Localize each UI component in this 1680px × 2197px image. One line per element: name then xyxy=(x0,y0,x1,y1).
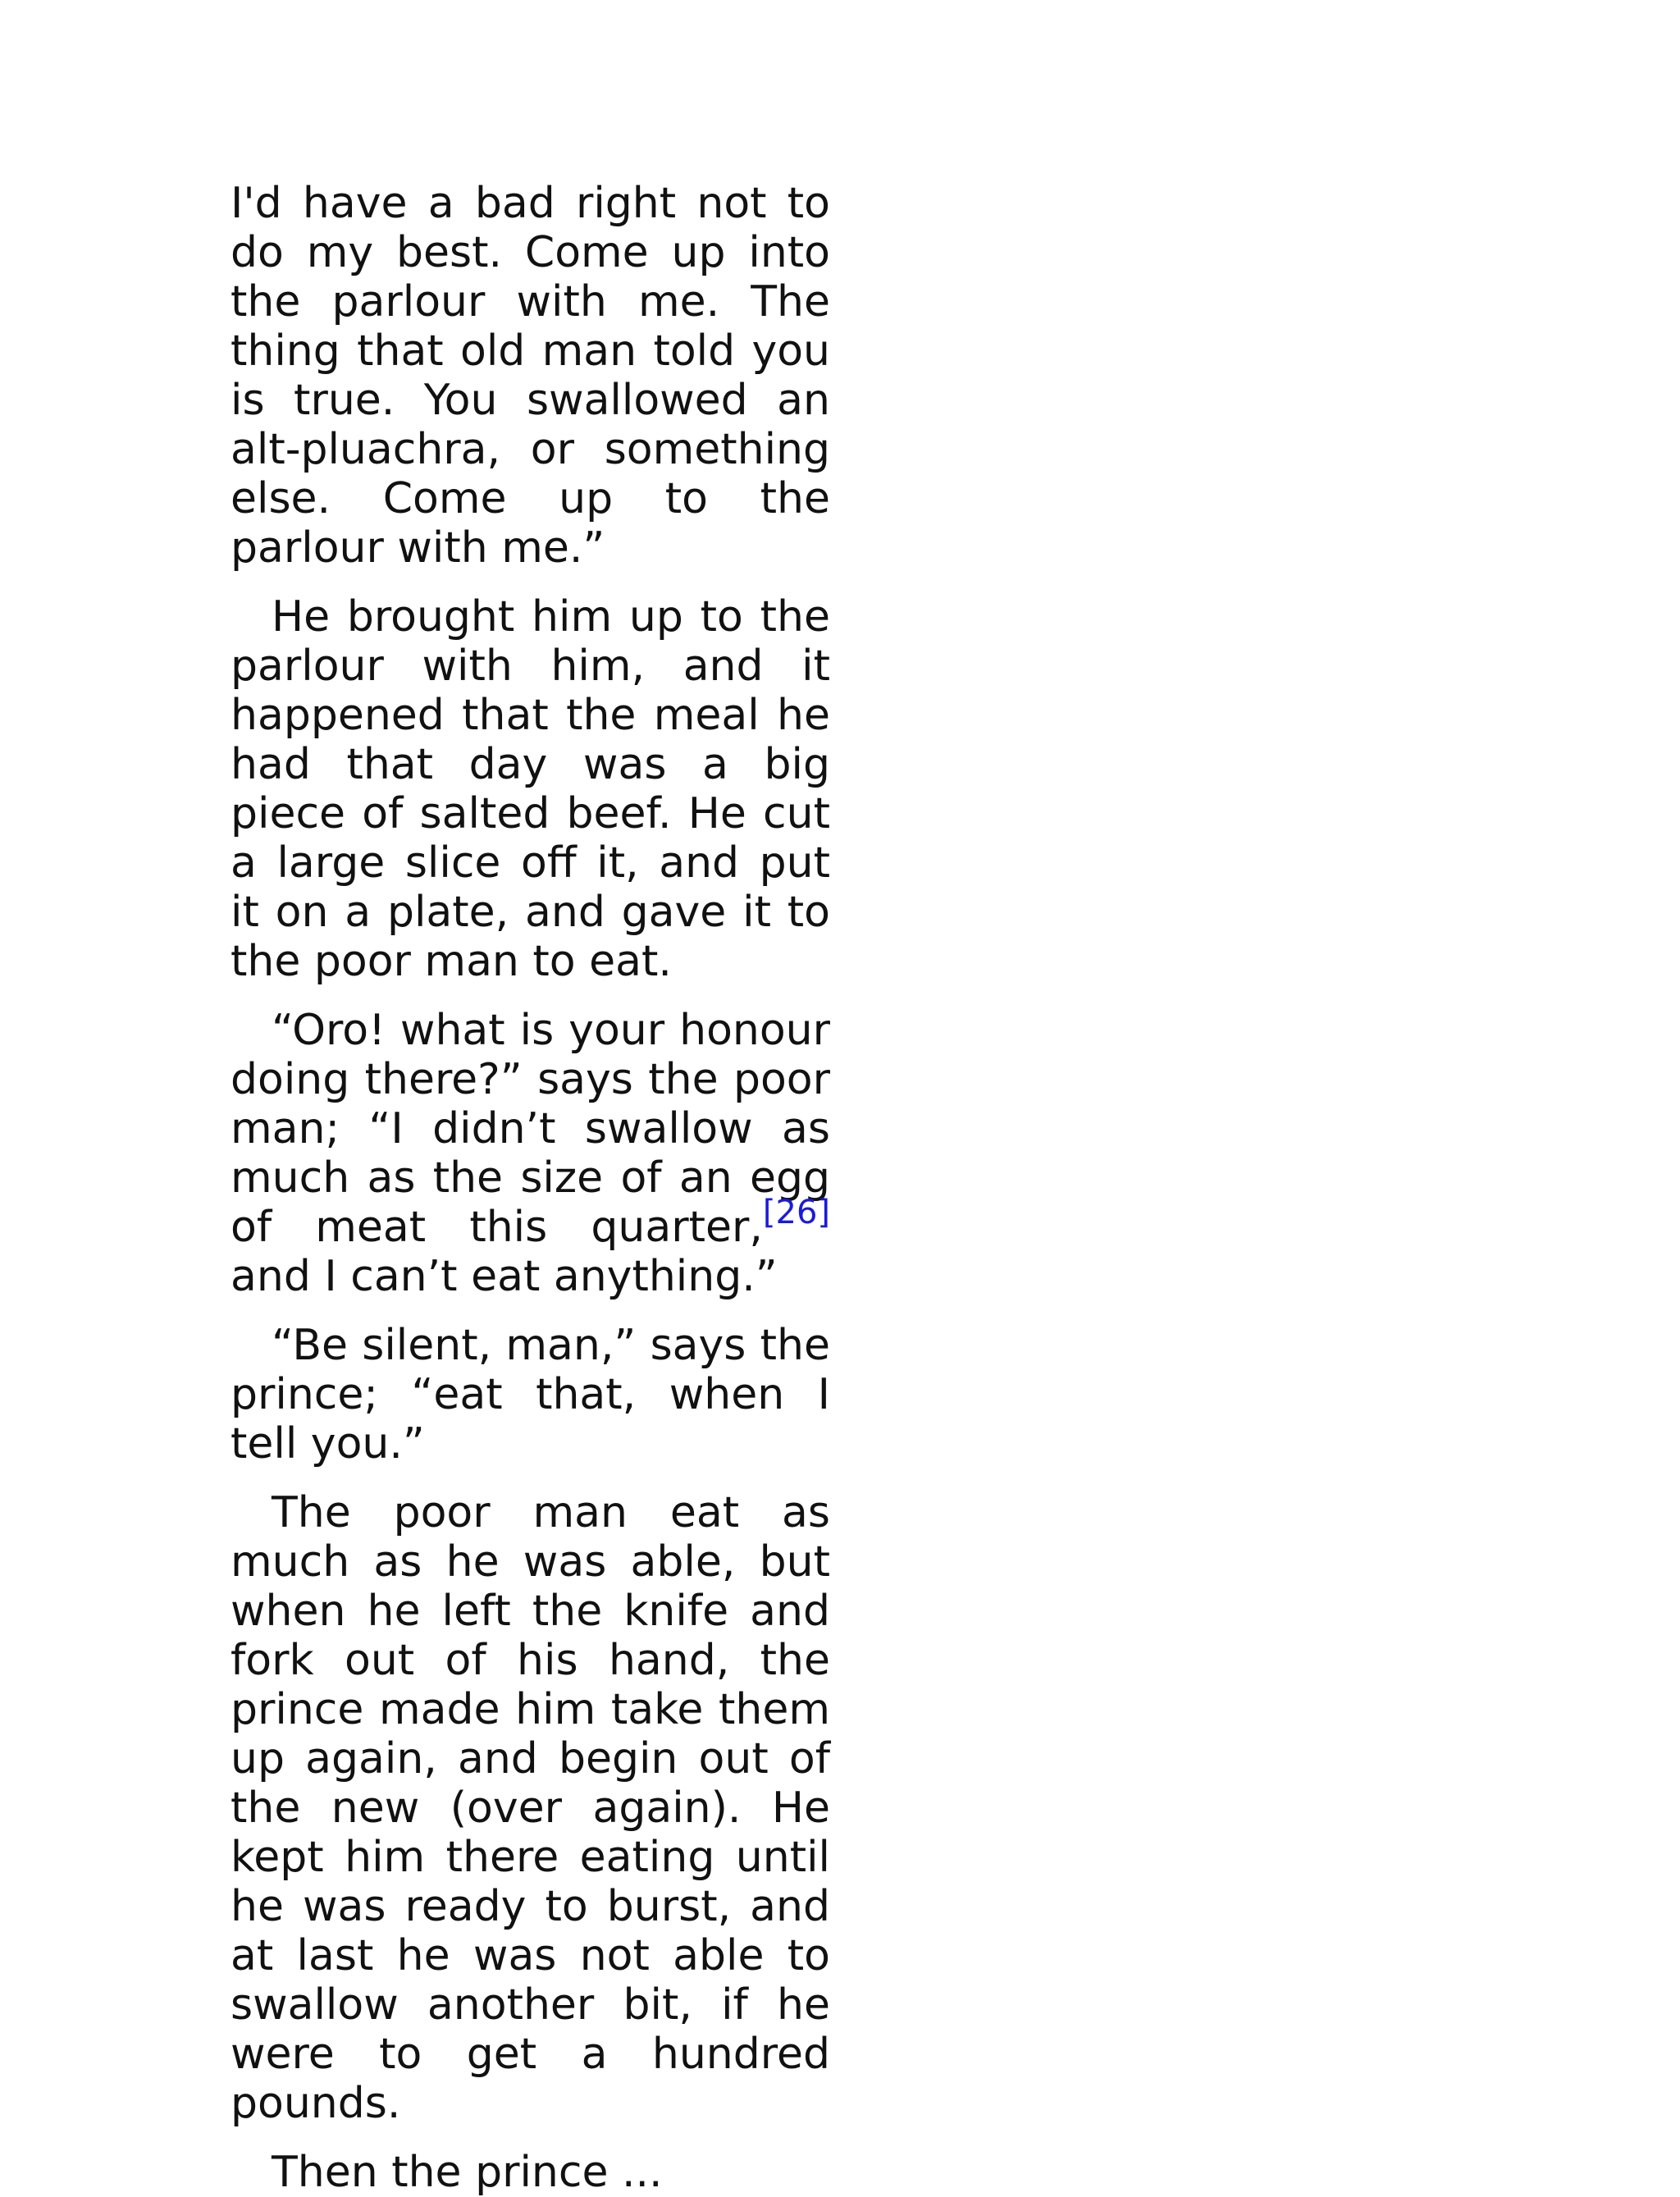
paragraph-continued: I'd have a bad right not to do my best. Come up into the parlour with me. The thing that old man told you is true. You swallowed an alt-pluachra, or something else. Come up to the parlour with me.” xyxy=(231,179,830,573)
paragraph-cut-off: Then the prince ... xyxy=(272,2148,663,2197)
paragraph: The poor man eat as much as he was able, but when he left the knife and fork out of his hand, the prince made him take them up again, and begin out of the new (over again). He kept him there eating until he was ready to burst, and at last he was not able to swallow another bit, if he were to get a hundred pounds. xyxy=(231,1488,830,2128)
paragraph: He brought him up to the parlour with him, and it happened that the meal he had that day was a big piece of salted beef. He cut a large slice off it, and put it on a plate, and gave it to the poor man to eat. xyxy=(231,592,830,986)
paragraph-text-before-footnote: “Oro! what is your honour doing there?” says the poor man; “I didn’t swallow as much as the size of an egg of meat this quarter, xyxy=(231,1006,830,1252)
paragraph: “Be silent, man,” says the prince; “eat that, when I tell you.” xyxy=(231,1321,830,1468)
text-column xyxy=(231,179,830,2197)
body-text xyxy=(231,179,830,2197)
paragraph-with-footnote xyxy=(231,1006,830,1301)
paragraph-text-after-footnote: and I can’t eat anything.” xyxy=(231,1252,778,1301)
footnote-link-26[interactable]: [26] xyxy=(762,1194,830,1231)
